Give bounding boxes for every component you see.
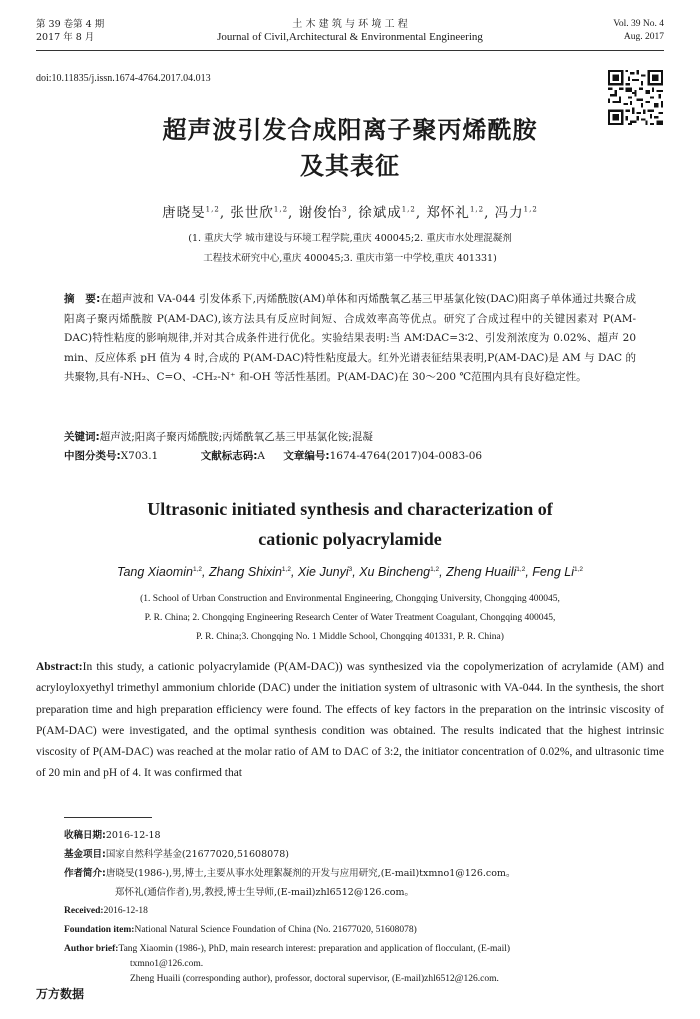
author-name: 郑怀礼 (426, 205, 470, 221)
running-header (36, 16, 664, 51)
footnote-value: txmno1@126.com. (130, 959, 204, 969)
author-en (532, 565, 583, 579)
affil-en-line: P. R. China; 2. Chongqing Engineering Research Center of Water Treatment Coagulant, Chongqing 400045, (144, 613, 556, 623)
title-en-line1: Ultrasonic initiated synthesis and characterization of (147, 499, 553, 519)
footnote-label: Foundation item: (64, 925, 135, 935)
footnote-value: Tang Xiaomin (1986-), PhD, main research interest: preparation and application of flocculant, (E-mail) (118, 944, 511, 954)
keywords-cn-label: 关键词: (64, 431, 100, 443)
author-name: 唐晓旻 (162, 205, 206, 221)
author-affil-sup: 1,2 (516, 565, 526, 573)
affil-cn-line: 工程技术研究中心,重庆 400045;3. 重庆市第一中学校,重庆 401331) (203, 253, 497, 264)
author-name: 徐斌成 (358, 205, 402, 221)
footnote-value: National Natural Science Foundation of China (No. 21677020, 51608078) (134, 925, 417, 935)
article-title-cn (0, 112, 700, 184)
author-affil-sup: 1,2 (469, 205, 485, 214)
journal-name-cn: 土 木 建 筑 与 环 境 工 程 (292, 19, 408, 30)
author-en (298, 565, 352, 579)
header-volume-cn: 第 39 卷第 4 期 (36, 19, 105, 30)
author-list-en: Tang Xiaomin$^{1,2}$, Zhang Shixin$^{1,2}$, Xie Junyi$^3$, Xu Bincheng$^{1,2}$, Zheng Huaili$^{1,2}$, Feng Li$^{1,2}$ (116, 565, 584, 579)
author-name: Feng Li (532, 565, 574, 579)
footnote-value: 国家自然科学基金(21677020,51608078) (105, 849, 289, 860)
abstract-cn-label: 摘 要: (64, 293, 101, 305)
footnote-fund-en (64, 921, 664, 940)
footnote-value: 郑怀礼(通信作者),男,教授,博士生导师,(E-mail)zhl6512@126.com。 (115, 887, 415, 898)
header-journal (36, 18, 664, 44)
author-name: Tang Xiaomin (116, 565, 193, 579)
author-affil-sup: 1,2 (523, 205, 538, 214)
title-cn-line1: 超声波引发合成阳离子聚丙烯酰胺 (162, 116, 538, 144)
author-en (359, 565, 439, 579)
author-name: Zheng Huaili (446, 565, 517, 579)
footnote-value: Zheng Huaili (corresponding author), professor, doctoral supervisor, (E-mail)zhl6512@126.com. (130, 974, 499, 984)
header-date-cn: 2017 年 8 月 (36, 32, 95, 43)
author-name: 冯力 (494, 205, 524, 221)
footnote-value: 2016-12-18 (105, 830, 161, 841)
footnote-received-en (64, 902, 664, 921)
footnote-author-cn (64, 864, 664, 883)
article-number-label: 文章编号: (283, 450, 330, 462)
header-issue-en (613, 18, 664, 44)
affil-cn-line: (1. 重庆大学 城市建设与环境工程学院,重庆 400045;2. 重庆市水处理混凝剂 (188, 233, 512, 244)
author-name: Xie Junyi (297, 565, 349, 579)
abstract-en-text: In this study, a cationic polyacrylamide (P(AM-DAC)) was synthesized via the copolymerization of acrylamide (AM) and acryloyloxyethyl trimethyl ammonium chloride (DAC) under the initiation system of ultrasonic with VA-044. In the synthesis, the short preparation time and high preparation efficiency were found. The effects of key factors in the preparation on the intrinsic viscosity of P(AM-DAC) were investigated, and the optimal synthesis condition was obtained. The results indicated that the highest intrinsic viscosity of P(AM-DAC) was reached at the molar ratio of AM to DAC of 3:2, the initiator concentration of 0.02%, and ultrasonic time of 20 min and pH of 4. It was confirmed that (36, 661, 664, 780)
footnote-fund-cn (64, 845, 664, 864)
author-cn (426, 205, 484, 221)
watermark: 万方数据 (36, 987, 85, 1001)
author-name: Zhang Shixin (208, 565, 282, 579)
footnote-author-cn-2 (115, 883, 700, 902)
footnote-value: 唐晓旻(1986-),男,博士,主要从事水处理絮凝剂的开发与应用研究,(E-mail)txmno1@126.com。 (105, 868, 516, 879)
author-affil-sup: 3 (342, 205, 348, 214)
author-cn (299, 205, 348, 221)
author-cn (495, 205, 538, 221)
author-en (209, 565, 291, 579)
author-affil-sup: 1,2 (192, 565, 202, 573)
author-affil-sup: 1,2 (273, 205, 289, 214)
footnote-received-cn (64, 826, 664, 845)
footnote-label: 收稿日期: (64, 830, 106, 841)
author-en (117, 565, 202, 579)
affiliations-en (50, 590, 650, 647)
abstract-cn (64, 290, 636, 388)
keywords-cn (64, 428, 636, 447)
abstract-en-label: Abstract: (36, 661, 83, 673)
author-affil-sup: 1,2 (430, 565, 440, 573)
author-cn (162, 205, 220, 221)
keywords-cn-text: 超声波;阳离子聚丙烯酰胺;丙烯酰氧乙基三甲基氯化铵;混凝 (99, 431, 373, 443)
footnote-label: Author brief: (64, 944, 119, 954)
doi[interactable]: doi:10.11835/j.issn.1674-4764.2017.04.013 (36, 73, 211, 84)
footnote-divider (64, 817, 152, 818)
author-affil-sup: 1,2 (205, 205, 220, 214)
header-volume-en: Vol. 39 No. 4 (613, 19, 664, 29)
header-date-en: Aug. 2017 (623, 32, 664, 42)
journal-name-en: Journal of Civil,Architectural & Environmental Engineering (217, 31, 483, 43)
author-cn (230, 205, 288, 221)
author-cn (358, 205, 416, 221)
author-name: 张世欣 (230, 205, 274, 221)
abstract-en (36, 657, 664, 785)
affil-en-line: P. R. China;3. Chongqing No. 1 Middle School, Chongqing 401331, P. R. China) (196, 632, 504, 642)
author-affil-sup: 1,2 (574, 565, 584, 573)
classification-row (64, 447, 636, 466)
author-affil-sup: 3 (348, 565, 353, 573)
affiliations-cn (80, 229, 620, 269)
footnote-label: Received: (64, 906, 104, 916)
footnote-label: 作者简介: (64, 868, 106, 879)
author-name: Xu Bincheng (359, 565, 431, 579)
clc-value: X703.1 (120, 450, 159, 462)
author-affil-sup: 1,2 (281, 565, 291, 573)
article-title-en (0, 494, 700, 554)
footnote-value: 2016-12-18 (103, 906, 148, 916)
doc-code-value: A (257, 450, 265, 462)
author-name: 谢俊怡 (298, 205, 343, 221)
author-en (446, 565, 525, 579)
title-en-line2: cationic polyacrylamide (258, 529, 442, 549)
doc-code-label: 文献标志码: (200, 450, 258, 462)
clc-label: 中图分类号: (64, 450, 121, 462)
author-affil-sup: 1,2 (401, 205, 416, 214)
title-cn-line2: 及其表征 (300, 152, 400, 180)
abstract-cn-text: 在超声波和 VA-044 引发体系下,丙烯酰胺(AM)单体和丙烯酰氧乙基三甲基氯化铵(DAC)阳离子单体通过共聚合成阳离子聚丙烯酰胺 P(AM-DAC),该方法具有反应时间短、合成效率高等优点。研究了合成过程中的关键因素对 P(AM-DAC)特性粘度的影响规律,并对其合成条件进行优化。实验结果表明:当 AM∶DAC=3∶2、引发剂浓度为 0.02%、超声 20 min、反应体系 pH 值为 4 时,合成的 P(AM-DAC)特性粘度最大。红外光谱表征结果表明,P(AM-DAC)是 AM 与 DAC 的共聚物,具有-NH₂、C=O、-CH₂-N⁺ 和-OH 等活性基团。P(AM-DAC)在 30～200 ℃范围内具有良好稳定性。 (64, 293, 636, 383)
article-number-value: 1674-4764(2017)04-0083-06 (329, 450, 483, 462)
footnote-author-en-2 (130, 970, 700, 989)
author-list-cn: 唐晓旻$^{1,2}$, 张世欣$^{1,2}$, 谢俊怡$^3$, 徐斌成$^{1,2}$, 郑怀礼$^{1,2}$, 冯力$^{1,2}$ (162, 205, 538, 221)
footnote-label: 基金项目: (64, 849, 106, 860)
affil-en-line: (1. School of Urban Construction and Environmental Engineering, Chongqing University, Chongqing 400045, (140, 594, 560, 604)
